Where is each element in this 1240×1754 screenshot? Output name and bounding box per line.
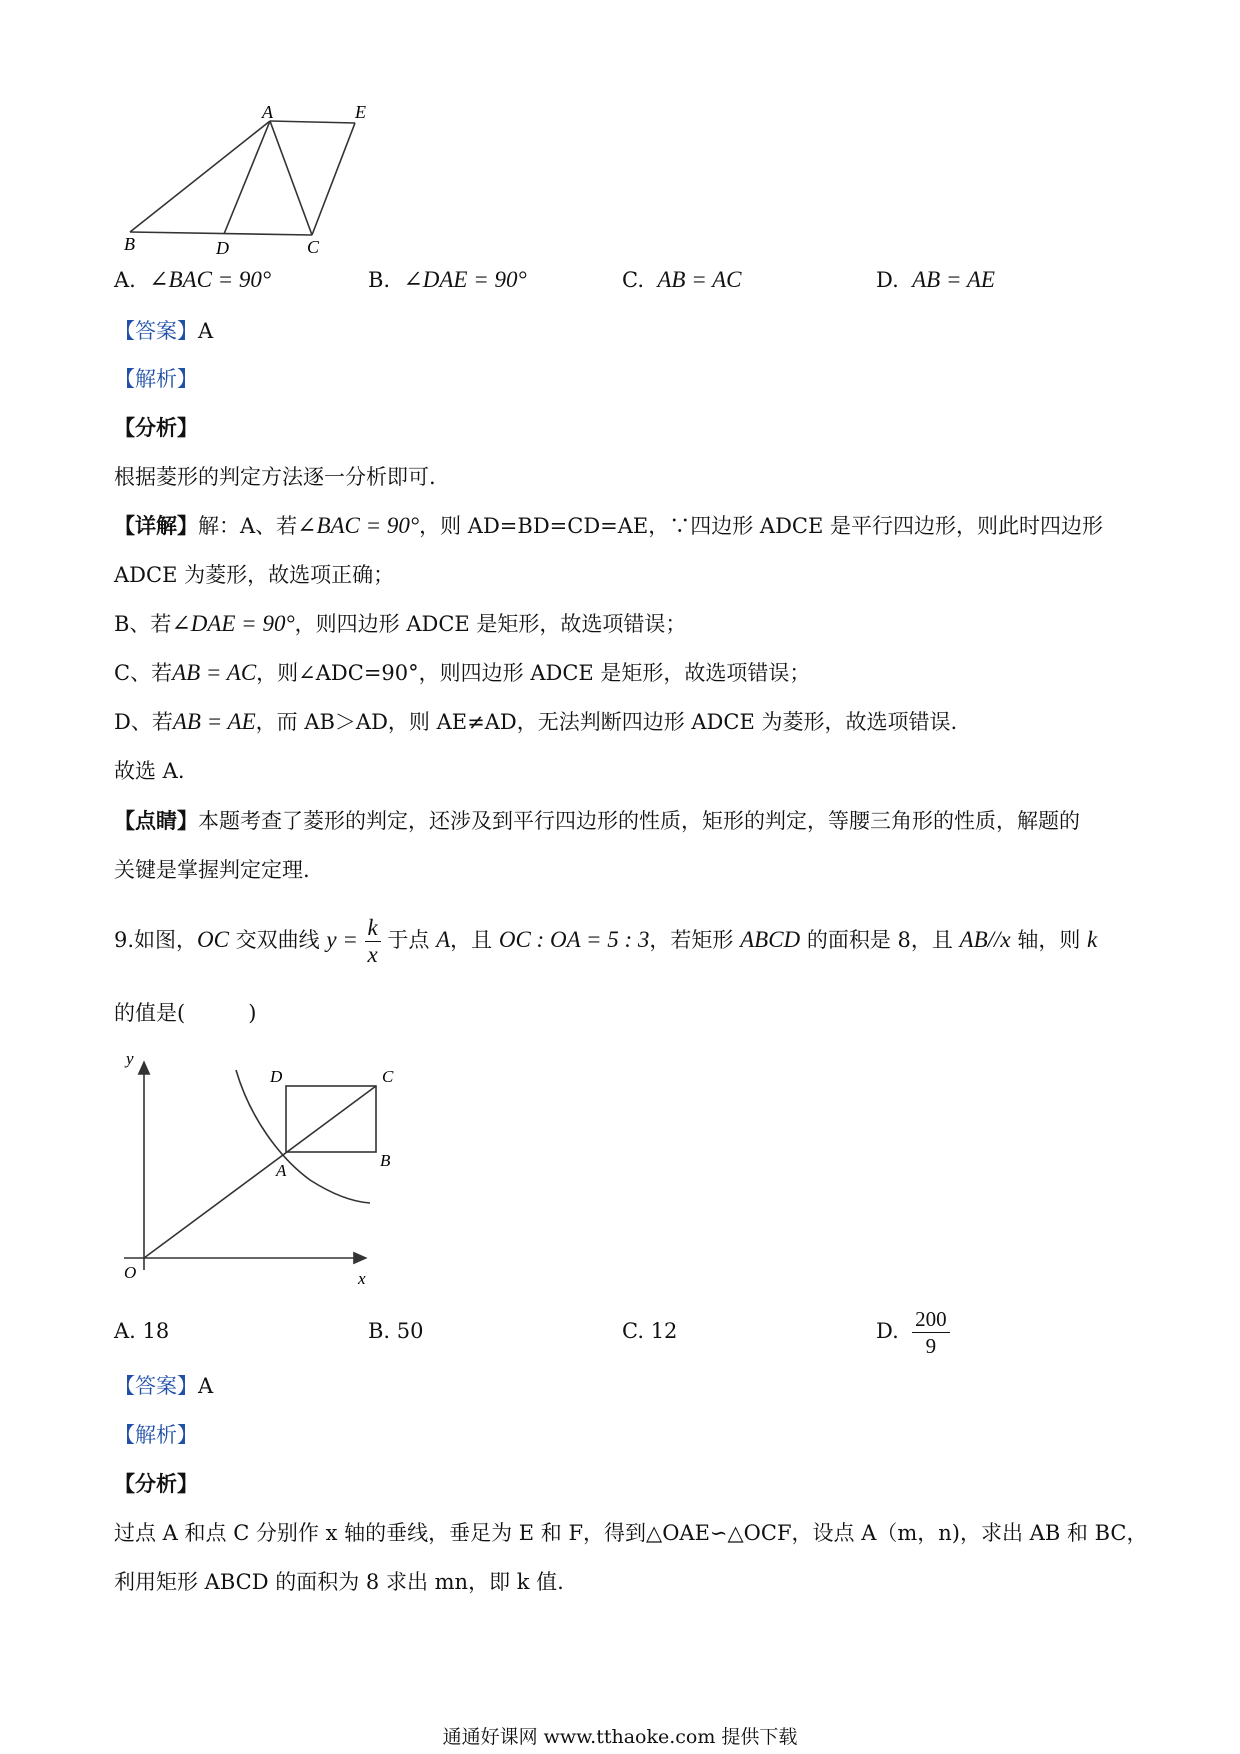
- q8-detail-b: B、若∠DAE = 90°，则四边形 ADCE 是矩形，故选项错误；: [114, 611, 687, 636]
- segment-ec: [312, 123, 355, 235]
- q8-detail-line1: 【详解】解：A、若∠BAC = 90°，则 AD=BD=CD=AE，∵四边形 ADCE 是平行四边形，则此时四边形: [114, 513, 1103, 538]
- q9-figure: [110, 1048, 400, 1288]
- q8-answer: 【答案】A: [114, 319, 214, 343]
- q8-conclusion: 故选 A.: [114, 759, 185, 783]
- q8-option-a: A. ∠BAC = 90°: [114, 267, 272, 292]
- segment-oc: [144, 1086, 376, 1258]
- q8-detail-d: D、若AB = AE，而 AB＞AD，则 AE≠AD，无法判断四边形 ADCE 为菱形，故选项错误.: [114, 709, 958, 734]
- label-d: D: [216, 238, 229, 258]
- q8-option-b: B. ∠DAE = 90°: [368, 267, 527, 292]
- segment-bc: [130, 232, 312, 235]
- q9-fraction-k-over-x: $\frac{k}{x}$: [365, 915, 381, 968]
- label-a: A: [262, 102, 273, 122]
- label-d: D: [270, 1067, 283, 1086]
- q9-fenxi-tag: 【分析】: [114, 1471, 198, 1496]
- q8-dianjing-line2: 关键是掌握判定定理.: [114, 858, 310, 882]
- label-o: O: [124, 1263, 137, 1282]
- q8-option-c: C. AB = AC: [622, 267, 742, 292]
- q8-fenxi: 根据菱形的判定方法逐一分析即可.: [114, 465, 436, 489]
- segment-ab: [130, 121, 270, 232]
- q9-fenxi-line1: 过点 A 和点 C 分别作 x 轴的垂线，垂足为 E 和 F，得到△OAE∽△OCF，设点 A（m，n)，求出 AB 和 BC，: [114, 1521, 1148, 1545]
- segment-ac: [270, 121, 312, 235]
- q9-option-d: D. $\frac{200}{9}$: [876, 1300, 950, 1362]
- q8-dianjing-line1: 【点睛】本题考查了菱形的判定，还涉及到平行四边形的性质，矩形的判定，等腰三角形的性质，解题的: [114, 808, 1080, 833]
- label-a: A: [276, 1161, 287, 1180]
- q9-option-b: B. 50: [368, 1319, 424, 1343]
- q9-option-a: A. 18: [114, 1319, 170, 1343]
- label-x: x: [358, 1269, 366, 1288]
- page-footer: 通通好课网 www.tthaoke.com 提供下载: [442, 1726, 798, 1748]
- q9-answer: 【答案】A: [114, 1374, 214, 1398]
- q8-detail-line2: ADCE 为菱形，故选项正确；: [114, 563, 395, 587]
- label-b: B: [380, 1151, 391, 1170]
- label-y: y: [126, 1049, 134, 1068]
- label-b: B: [124, 234, 135, 254]
- q9-stem-line2: 的值是( ): [114, 1001, 257, 1025]
- label-c: C: [307, 237, 320, 257]
- q8-analysis-tag: 【解析】: [114, 367, 198, 391]
- q9-analysis-tag: 【解析】: [114, 1423, 198, 1447]
- hyperbola-curve: [236, 1070, 370, 1203]
- segment-ae: [270, 121, 355, 123]
- q9-stem-line1: 9.如图，OC 交双曲线 y = $\frac{k}{x}$ 于点 A，且 OC : OA = 5 : 3，若矩形 ABCD 的面积是 8，且 AB//x 轴，则 k: [114, 915, 1098, 967]
- q8-detail-c: C、若AB = AC，则∠ADC=90°，则四边形 ADCE 是矩形，故选项错误；: [114, 660, 811, 685]
- q9-option-c: C. 12: [622, 1319, 678, 1343]
- label-c: C: [382, 1067, 394, 1086]
- q8-figure: [110, 88, 400, 258]
- q9-fenxi-line2: 利用矩形 ABCD 的面积为 8 求出 mn，即 k 值.: [114, 1570, 564, 1594]
- q8-option-d: D. AB = AE: [876, 267, 995, 292]
- segment-ad: [224, 121, 270, 234]
- label-e: E: [355, 102, 366, 122]
- q8-fenxi-tag: 【分析】: [114, 415, 198, 440]
- q9-option-d-fraction: $\frac{200}{9}$: [912, 1306, 950, 1359]
